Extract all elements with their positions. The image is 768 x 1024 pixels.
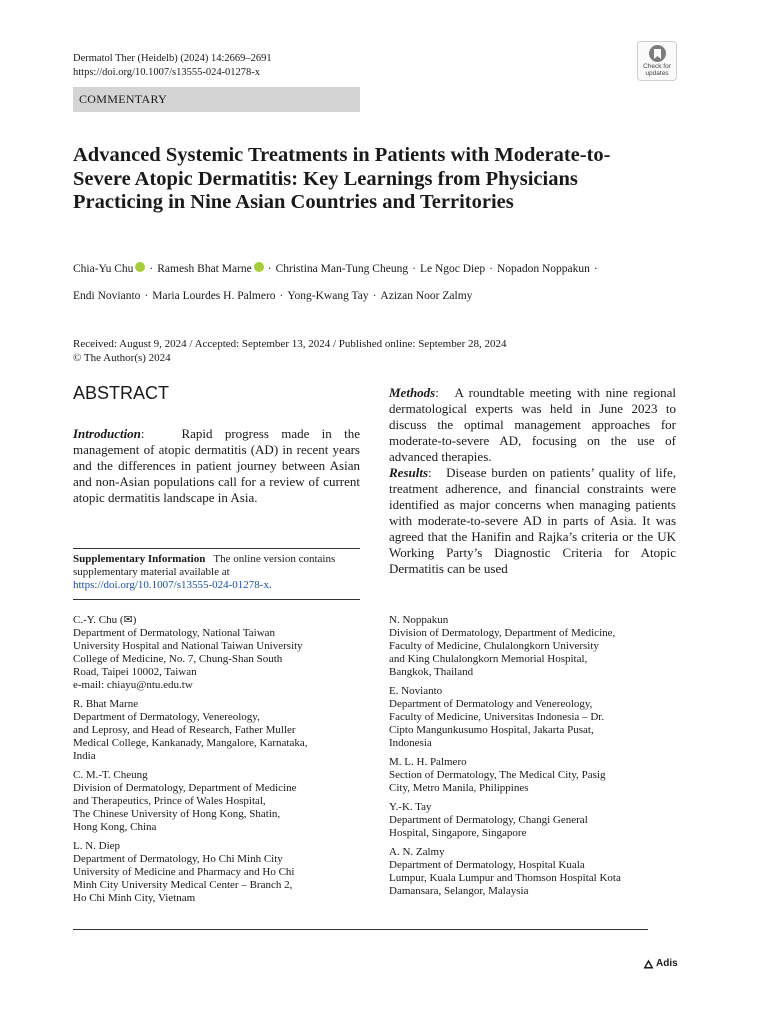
affiliation-initials: C. M.-T. Cheung [73, 769, 148, 781]
affiliation-initials: M. L. H. Palmero [389, 756, 467, 768]
section-label: COMMENTARY [79, 92, 168, 106]
affiliation-line: and Leprosy, and Head of Research, Father Muller [73, 724, 296, 736]
author-name[interactable]: Le Ngoc Diep [419, 263, 486, 275]
affiliation-line: Division of Dermatology, Department of Medicine, [389, 627, 616, 639]
author-list [73, 256, 693, 310]
abstract-introduction: Introduction: Rapid progress made in the management of atopic dermatitis (AD) in recent years and the differences in patient journey between Asian and non-Asian populations call for a review of current atopic dermatitis landscape in Asia. [73, 426, 360, 505]
affiliation-line: University Hospital and National Taiwan University [73, 640, 303, 652]
badge-label: Check for updates [643, 63, 671, 77]
affiliation-line: Department of Dermatology and Venereology, [389, 698, 593, 710]
affiliation-block [389, 685, 681, 750]
author-separator: · [489, 263, 493, 275]
affiliation-line: Department of Dermatology, National Taiwan [73, 627, 276, 639]
affiliation-initials: Y.-K. Tay [389, 801, 432, 813]
author-name[interactable]: Christina Man-Tung Cheung [275, 263, 409, 275]
affiliation-line: The Chinese University of Hong Kong, Shatin, [73, 808, 281, 820]
affiliation-line: e-mail: chiayu@ntu.edu.tw [73, 679, 193, 691]
affiliations-left [73, 614, 365, 911]
abstract-heading: ABSTRACT [73, 383, 170, 403]
doi-link[interactable]: https://doi.org/10.1007/s13555-024-01278-x [73, 67, 261, 78]
affiliation-block [389, 801, 681, 840]
publisher-name: Adis [656, 958, 678, 969]
affiliation-block [389, 846, 681, 898]
affiliation-line: Faculty of Medicine, Chulalongkorn University [389, 640, 599, 652]
methods-text: A roundtable meeting with nine regional dermatological experts was held in June 2023 to discuss the optimal management approaches for moderate-to-severe AD, focusing on the use of advanced therapies. [389, 385, 676, 464]
author-separator: · [279, 290, 284, 302]
dates-line: Received: August 9, 2024 / Accepted: September 13, 2024 / Published online: September 28, 2024 [73, 338, 507, 350]
orcid-icon[interactable] [254, 262, 264, 272]
affiliation-initials: A. N. Zalmy [389, 846, 445, 858]
author-name[interactable]: Endi Novianto [73, 290, 141, 302]
journal-citation: Dermatol Ther (Heidelb) (2024) 14:2669–2691 [73, 53, 272, 64]
author-name[interactable]: Yong-Kwang Tay [287, 290, 369, 302]
author-separator: · [149, 263, 154, 275]
affiliation-line: Road, Taipei 10002, Taiwan [73, 666, 197, 678]
affiliation-line: Ho Chi Minh City, Vietnam [73, 892, 196, 904]
footer-rule [73, 929, 648, 930]
adis-triangle-icon [643, 959, 654, 969]
introduction-label: Introduction [73, 426, 141, 441]
affiliation-line: City, Metro Manila, Philippines [389, 782, 529, 794]
check-for-updates-badge[interactable] [637, 41, 677, 81]
author-name[interactable]: Chia-Yu Chu [73, 263, 134, 275]
supplementary-info [73, 548, 360, 600]
author-separator: · [593, 263, 598, 275]
affiliation-line: Department of Dermatology, Venereology, [73, 711, 260, 723]
affiliation-line: Medical College, Kankanady, Mangalore, Karnataka, [73, 737, 308, 749]
affiliation-line: Hong Kong, China [73, 821, 157, 833]
affiliation-line: Damansara, Selangor, Malaysia [389, 885, 529, 897]
supplementary-link[interactable]: https://doi.org/10.1007/s13555-024-01278-x. [73, 579, 272, 591]
article-title: Advanced Systemic Treatments in Patients with Moderate-to-Severe Atopic Dermatitis: Key Learnings from Physicians Practicing in Nine Asian Countries and Territories [73, 144, 611, 213]
author-name[interactable]: Ramesh Bhat Marne [157, 263, 252, 275]
affiliations-right [389, 614, 681, 904]
publisher-logo [643, 958, 678, 969]
affiliation-line: Department of Dermatology, Changi General [389, 814, 588, 826]
author-name[interactable]: Maria Lourdes H. Palmero [152, 290, 276, 302]
supplementary-text: The online version contains supplementary material available at [73, 553, 336, 578]
affiliation-block [389, 614, 681, 679]
journal-header [73, 52, 272, 80]
author-name[interactable]: Nopadon Noppakun [496, 263, 590, 275]
affiliation-line: Minh City University Medical Center – Branch 2, [73, 879, 293, 891]
author-separator: · [267, 263, 272, 275]
author-separator: · [144, 290, 149, 302]
results-label: Results [389, 465, 429, 480]
methods-label: Methods [389, 385, 436, 400]
introduction-text: Rapid progress made in the management of atopic dermatitis (AD) in recent years and the differences in patient journey between Asian and non-Asian populations call for a review of current atopic dermatitis landscape in Asia. [73, 426, 360, 505]
abstract-results: Results: Disease burden on patients’ quality of life, treatment adherence, and financial constraints were identified as major concerns when managing patients with moderate-to-severe AD in parts of Asia. It was agreed that the Hanifin and Rajka’s criteria or the UK Working Party’s Diagnostic Criteria for Atopic Dermatitis can be used [389, 465, 676, 576]
affiliation-initials: R. Bhat Marne [73, 698, 139, 710]
affiliation-block [73, 769, 365, 834]
section-bar [73, 87, 360, 112]
affiliation-block [389, 756, 681, 795]
affiliation-line: Hospital, Singapore, Singapore [389, 827, 527, 839]
affiliation-line: Lumpur, Kuala Lumpur and Thomson Hospital Kota [389, 872, 621, 884]
author-name[interactable]: Azizan Noor Zalmy [380, 290, 473, 302]
abstract-methods: Methods: A roundtable meeting with nine regional dermatological experts was held in June 2023 to discuss the optimal management approaches for moderate-to-severe AD, focusing on the use of advanced therapies. [389, 385, 676, 464]
affiliation-line: Department of Dermatology, Ho Chi Minh City [73, 853, 283, 865]
publication-dates [73, 337, 507, 365]
affiliation-line: Faculty of Medicine, Universitas Indonesia – Dr. [389, 711, 605, 723]
orcid-icon[interactable] [135, 262, 145, 272]
results-text: Disease burden on patients’ quality of life, treatment adherence, and financial constraints were identified as major concerns when managing patients with moderate-to-severe AD in parts of Asia. It was agreed that the Hanifin and Rajka’s criteria or the UK Working Party’s Diagnostic Criteria for Atopic Dermatitis can be used [389, 465, 676, 576]
affiliation-initials: E. Novianto [389, 685, 443, 697]
affiliation-line: Section of Dermatology, The Medical City, Pasig [389, 769, 606, 781]
copyright-line: © The Author(s) 2024 [73, 352, 171, 364]
affiliation-line: College of Medicine, No. 7, Chung-Shan South [73, 653, 283, 665]
affiliation-line: Indonesia [389, 737, 432, 749]
author-separator: · [412, 263, 416, 275]
affiliation-line: Division of Dermatology, Department of Medicine [73, 782, 297, 794]
affiliation-block [73, 698, 365, 763]
affiliation-initials: N. Noppakun [389, 614, 449, 626]
affiliation-line: and King Chulalongkorn Memorial Hospital, [389, 653, 588, 665]
bookmark-icon [649, 45, 666, 62]
affiliation-initials: L. N. Diep [73, 840, 121, 852]
supplementary-label: Supplementary Information [73, 553, 206, 565]
affiliation-line: Cipto Mangunkusumo Hospital, Jakarta Pusat, [389, 724, 594, 736]
affiliation-block [73, 840, 365, 905]
author-separator: · [372, 290, 377, 302]
affiliation-block [73, 614, 365, 692]
affiliation-line: Bangkok, Thailand [389, 666, 474, 678]
affiliation-line: and Therapeutics, Prince of Wales Hospital, [73, 795, 266, 807]
affiliation-line: University of Medicine and Pharmacy and Ho Chi [73, 866, 295, 878]
affiliation-line: India [73, 750, 96, 762]
affiliation-initials: C.-Y. Chu (✉) [73, 614, 137, 626]
affiliation-line: Department of Dermatology, Hospital Kuala [389, 859, 585, 871]
